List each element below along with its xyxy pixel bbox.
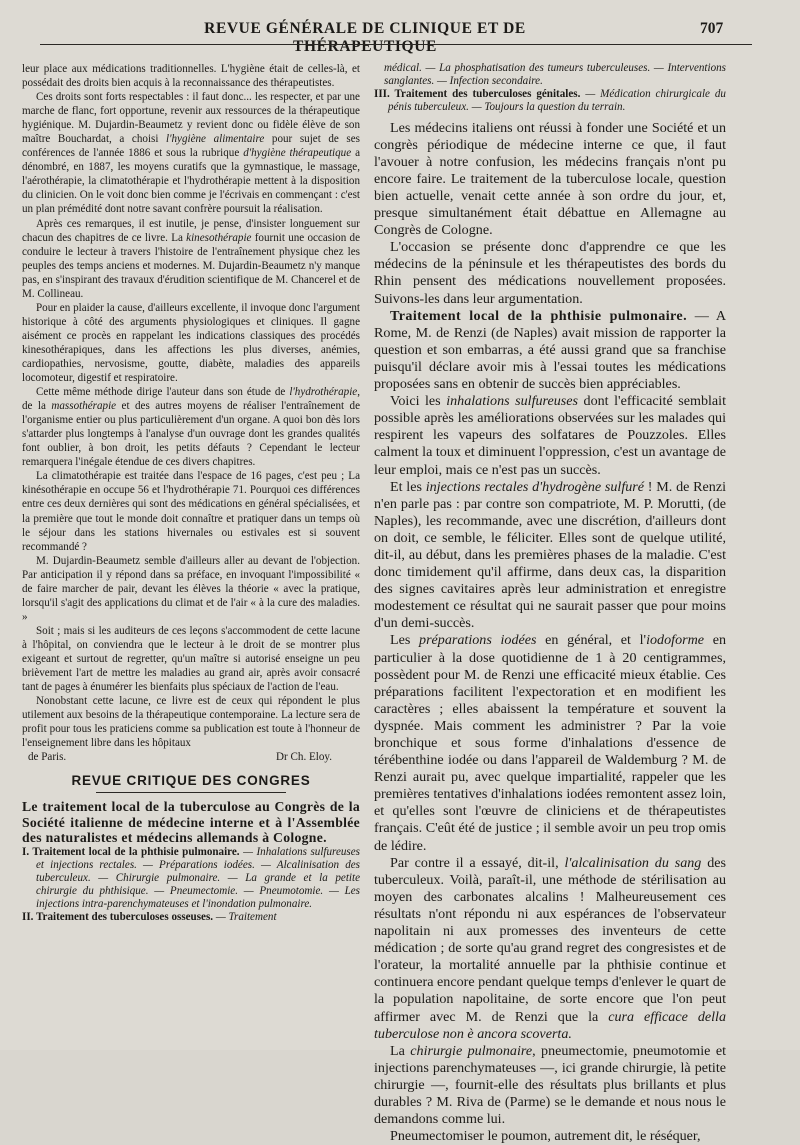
paragraph: Pneumectomiser le poumon, autrement dit, le réséquer, <box>390 1128 701 1145</box>
paragraph: Après ces remarques, il est inutile, je pense, d'insister longuement sur chacun des chapitres de ce livre. La kinesothérapie fournit une occasion de conduire le lecteur à travers l'histoire de l'entraînement physique chez les peuples des temps anciens et modernes. M. Dujardin-Beaumetz n'y manque pas, en s'inspirant des travaux d'érudition scientifique de M. Chancerel et de M. Collineau. <box>22 217 361 300</box>
paragraph: Voici les inhalations sulfureuses dont l'efficacité semblait possible après les améliorations observées sur les malades qui respirent les vapeurs des solfatares de Pouzzoles. Elles calment la toux et diminuent l'oppression, c'est un avantage de leur emploi, mais ce n'est pas un succès. <box>374 393 726 478</box>
article-heading: Le traitement local de la tuberculose au Congrès de la Société italienne de médecine interne et à l'Assemblée des naturalistes et médecins allemands à Cologne. <box>22 799 360 846</box>
section-title: REVUE CRITIQUE DES CONGRES <box>71 773 311 789</box>
paragraph: Par contre il a essayé, dit-il, l'alcalinisation du sang des tuberculeux. Voilà, paraît-il, une méthode de stérilisation au moyen des carbonates alcalins ! Malheureusement ces résultats n'ont répondu ni aux espérances de l'observateur napolitain ni aux promesses des inventeurs de cette médication ; de sorte qu'au grand regret des congresistes et de l'orateur, la mortalité annuelle par la phthisie continue et continuera encore pendant quelque temps d'enlever le quart de la population napolitaine, de sorte encore que l'on peut affirmer avec M. de Renzi que la cura efficace della tuberculose non è ancora scoverta. <box>374 854 727 1042</box>
summary-item: médical. — La phosphatisation des tumeurs tuberculeuses. — Interventions sanglantes. — Infection secondaire. <box>384 62 726 87</box>
section-paragraph: Traitement local de la phthisie pulmonaire. — A Rome, M. de Renzi (de Naples) avait mission de rapporter la question et son embarras, a été aussi grand que sa franchise puisqu'il déclare avoir mis à l'essai toutes les médications proposées sans en obtenir de succès bien appréciables. <box>374 307 727 393</box>
left-column <box>22 62 360 924</box>
summary-item: I. Traitement local de la phthisie pulmonaire. — Inhalations sulfureuses et injections rectales. — Préparations iodées. — Alcalinisation des tuberculeux. — Chirurgie pulmonaire. — La grande et la petite chirurgie du phthisique. — Pneumectomie. — Pneumotomie. — Les injections intra-parenchymateuses et l'inondation pulmonaire. <box>22 845 360 911</box>
paragraph: Les préparations iodées en général, et l'iodoforme en particulier à la dose quotidienne de 1 à 20 centigrammes, possèdent pour M. de Renzi une efficacité mieux établie. Ces préparations facilitent l'expectoration et en modifient les caractères ; elles abaissent la température et souvent la dyspnée. Mais comment les administrer ? Par la voie bronchique et sous forme d'inhalations d'essence de térébenthine iodée ou dans l'appareil de Waldemburg ? M. de Renzi aurait pu, avec quelque impartialité, rappeler que les premières tentatives d'inhalations iodées remontent assez loin, et qu'elles sont l'œuvre de cliniciens et de thérapeutistes français. C'eût été de justice ; il semble avoir un peu trop omis de lédire. <box>374 632 726 854</box>
paragraph: L'occasion se présente donc d'apprendre ce que les médecins de la péninsule et les thérapeutistes des bords du Rhin pensent des médications nouvellement proposées. Suivons-les dans leur argumentation. <box>374 239 726 307</box>
paragraph: leur place aux médications traditionnelles. L'hygiène était de celles-là, et possédait des droits bien acquis à la reconnaissance des thérapeutistes. <box>22 63 360 90</box>
section-rule <box>96 792 286 793</box>
paragraph: Et les injections rectales d'hydrogène sulfuré ! M. de Renzi n'en parle pas : par contre son compatriote, M. P. Morutti, (de Naples), les recommande, avec une discrétion, d'ailleurs dont on doit, ce semble, le féliciter. Elles sont de quelque utilité, dit-il, au début, dans les premières phases de la maladie. C'est donc timidement qu'il affirme, dans deux cas, la disparition des signes cavitaires après leur administration et enregistre modestement ce résultat qui ne saurait passer que pour moins d'un demi-succès. <box>374 478 726 632</box>
paragraph: Cette même méthode dirige l'auteur dans son étude de l'hydrothérapie, de la massothérapie et des autres moyens de réaliser l'entraînement de l'organisme entier ou plus particulièrement d'un organe. A quoi bon dès lors s'attarder plus longtemps à l'analyse d'un ouvrage dont les grandes qualités font oublier, à bon droit, les petits défauts ? Cependant le lecteur remarquera l'inégale étendue de ces divers chapitres. <box>22 386 360 469</box>
paragraph: M. Dujardin-Beaumetz semble d'ailleurs aller au devant de l'objection. Par anticipation il y répond dans sa préface, en invoquant l'impossibilité « de faire marcher de pair, devant les élèves la théorie « avec la pratique, lorsqu'il s'agit des applications du climat et de l'air « à la cure des maladies. » <box>22 554 360 623</box>
signature-place: de Paris. <box>28 751 67 764</box>
paragraph: La chirurgie pulmonaire, pneumectomie, pneumotomie et injections parenchymateuses —, ici grande chirurgie, là petite chirurgie —, fournit-elle des résultats plus brillants et plus durables ? M. Riva de (Parme) se le demande et nous nous le demandons comme lui. <box>374 1042 727 1128</box>
section-heading: Traitement local de la phthisie pulmonaire. <box>390 307 687 324</box>
summary-item: III. Traitement des tuberculoses génitales. — Médication chirurgicale du pénis tuberculeux. — Toujours la question du terrain. <box>374 87 726 113</box>
paragraph: Ces droits sont forts respectables : il faut donc... les respecter, et par une marche de flanc, fort opportune, revenir aux ressources de la thérapeutique hygiénique. M. Dujardin-Beaumetz y revient donc ou fidèle élève de son maître Bouchardat, a choisi l'hygiène alimentaire pour sujet de ses conférences de l'année 1886 et sous la rubrique d'hygiène thérapeutique a dénombré, en 1887, les moyens curatifs que la gymnastique, le massage, l'aérothérapie, la climatothérapie et l'hydrothérapie mettent à la disposition du clinicien. On le voit donc bien comme je l'écrivais en commençant : c'est un plan prémédité dont notre savant confrère poursuit la réalisation. <box>22 91 360 216</box>
paragraph: La climatothérapie est traitée dans l'espace de 16 pages, c'est peu ; La kinésothérapie en occupe 56 et l'hydrothérapie 71. Pourquoi ces différences entre ces deux dernières qui sont des médications en général spécialisées, et la première que tout le monde doit connaître et pratiquer dans un temps où le séjour dans les stations hivernales ou estivales est si souvent recommandé ? <box>22 470 360 553</box>
author-signature: Dr Ch. Eloy. <box>276 751 332 764</box>
signature-line <box>22 750 360 764</box>
paragraph: Pour en plaider la cause, d'ailleurs excellente, il invoque donc l'argument historique à côté des arguments physiologiques et cliniques. Il gagne aisément ce procès en rappelant les indications classiques des procédés kinesothérapiques, dans les affections les plus diverses, anémies, cardiopathies, nervosisme, goutte, diabète, maladies des appareils locomoteur, digestif et respiratoire. <box>22 301 360 385</box>
summary-item: II. Traitement des tuberculoses osseuses. — Traitement <box>22 911 277 924</box>
running-title: REVUE GÉNÉRALE DE CLINIQUE ET DE THÉRAPEUTIQUE <box>204 20 526 55</box>
page-number: 707 <box>700 20 724 37</box>
paragraph: Soit ; mais si les auditeurs de ces leçons s'accommodent de cette lacune à l'hôpital, on conviendra que le lecteur à le droit de se montrer plus exigeant et surtout de regretter, qu'un maître si autorisé enseigne un peu brièvement l'art de mettre les maladies au grand air, après avoir consacré tant de pages à énumérer les bienfaits plus spéciaux de l'action de l'eau. <box>22 624 360 694</box>
paragraph: Nonobstant cette lacune, ce livre est de ceux qui répondent le plus utilement aux besoins de la thérapeutique contemporaine. La lecture sera de profit pour tous les praticiens comme sa publication est toute à l'honneur de l'enseignement libre dans les hôpitaux <box>22 695 360 750</box>
right-column <box>374 62 726 1145</box>
paragraph: Les médecins italiens ont réussi à fonder une Société et un congrès périodique de médecine interne ce que, il faut l'avouer à notre confusion, les médecins français n'ont pu encore faire. Le traitement de la tuberculose locale, question bien actuelle, venait cette année à son ordre du jour, et, presque simultanément était débattue en Allemagne au Congrès de Cologne. <box>374 119 726 239</box>
header-rule <box>40 44 752 45</box>
